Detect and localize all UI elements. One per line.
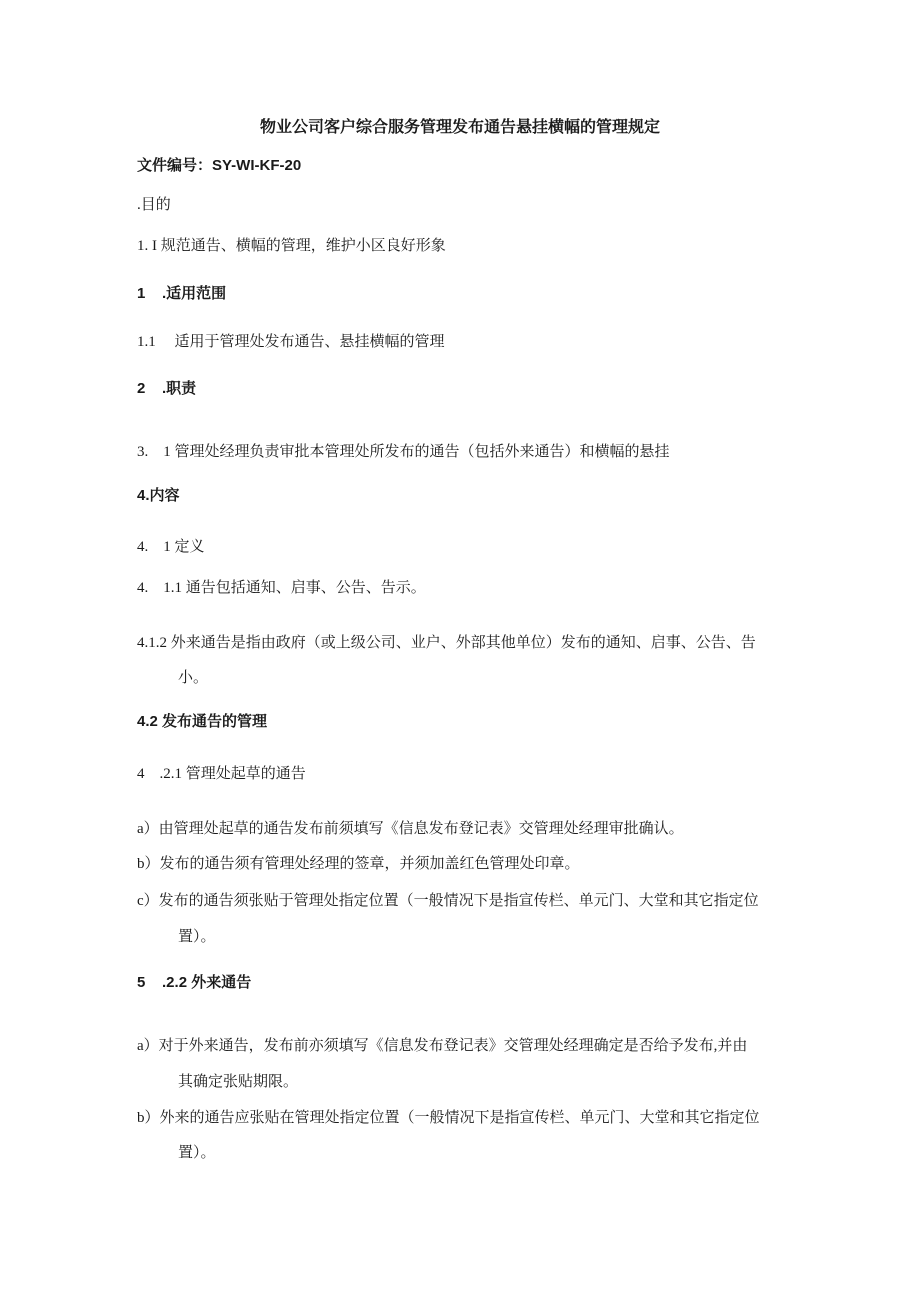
external-notice-item-a-continued: 其确定张贴期限。	[178, 1074, 299, 1090]
document-title: 物业公司客户综合服务管理发布通告悬挂横幅的管理规定	[259, 119, 660, 136]
definition-item-4-1-2: 4.1.2 外来通告是指由政府（或上级公司、业户、外部其他单位）发布的通知、启事、公告、告	[137, 635, 756, 651]
subsection-drafted-notices: 4 .2.1 管理处起草的通告	[137, 766, 306, 782]
scope-item-1-1: 1.1 适用于管理处发布通告、悬挂横幅的管理	[137, 334, 445, 350]
external-notice-item-b: b）外来的通告应张贴在管理处指定位置（一般情况下是指宣传栏、单元门、大堂和其它指定位	[137, 1110, 760, 1126]
section-content-heading: 4.内容	[137, 487, 180, 504]
drafted-notice-item-c: c）发布的通告须张贴于管理处指定位置（一般情况下是指宣传栏、单元门、大堂和其它指定位	[137, 893, 759, 909]
section-purpose-heading: .目的	[137, 197, 171, 213]
document-number: 文件编号：SY-WI-KF-20	[137, 157, 302, 174]
section-notice-management-heading: 4.2 发布通告的管理	[137, 713, 268, 730]
drafted-notice-item-b: b）发布的通告须有管理处经理的签章，并须加盖红色管理处印章。	[137, 856, 580, 872]
purpose-item-1: 1. I 规范通告、横幅的管理，维护小区良好形象	[137, 238, 446, 254]
drafted-notice-item-c-continued: 置）。	[178, 929, 216, 945]
definition-item-4-1-2-continued: 小。	[178, 670, 209, 686]
section-scope-heading: 1 .适用范围	[137, 285, 227, 302]
duties-item-3-1: 3. 1 管理处经理负责审批本管理处所发布的通告（包括外来通告）和横幅的悬挂	[137, 444, 670, 460]
section-duties-heading: 2 .职责	[137, 380, 197, 397]
content-definition-heading: 4. 1 定义	[137, 539, 205, 555]
subsection-external-notices: 5 .2.2 外来通告	[137, 974, 252, 991]
external-notice-item-b-continued: 置）。	[178, 1145, 216, 1161]
external-notice-item-a: a）对于外来通告，发布前亦须填写《信息发布登记表》交管理处经理确定是否给予发布,并由	[137, 1038, 748, 1054]
definition-item-4-1-1: 4. 1.1 通告包括通知、启事、公告、告示。	[137, 580, 426, 596]
drafted-notice-item-a: a）由管理处起草的通告发布前须填写《信息发布登记表》交管理处经理审批确认。	[137, 821, 684, 837]
